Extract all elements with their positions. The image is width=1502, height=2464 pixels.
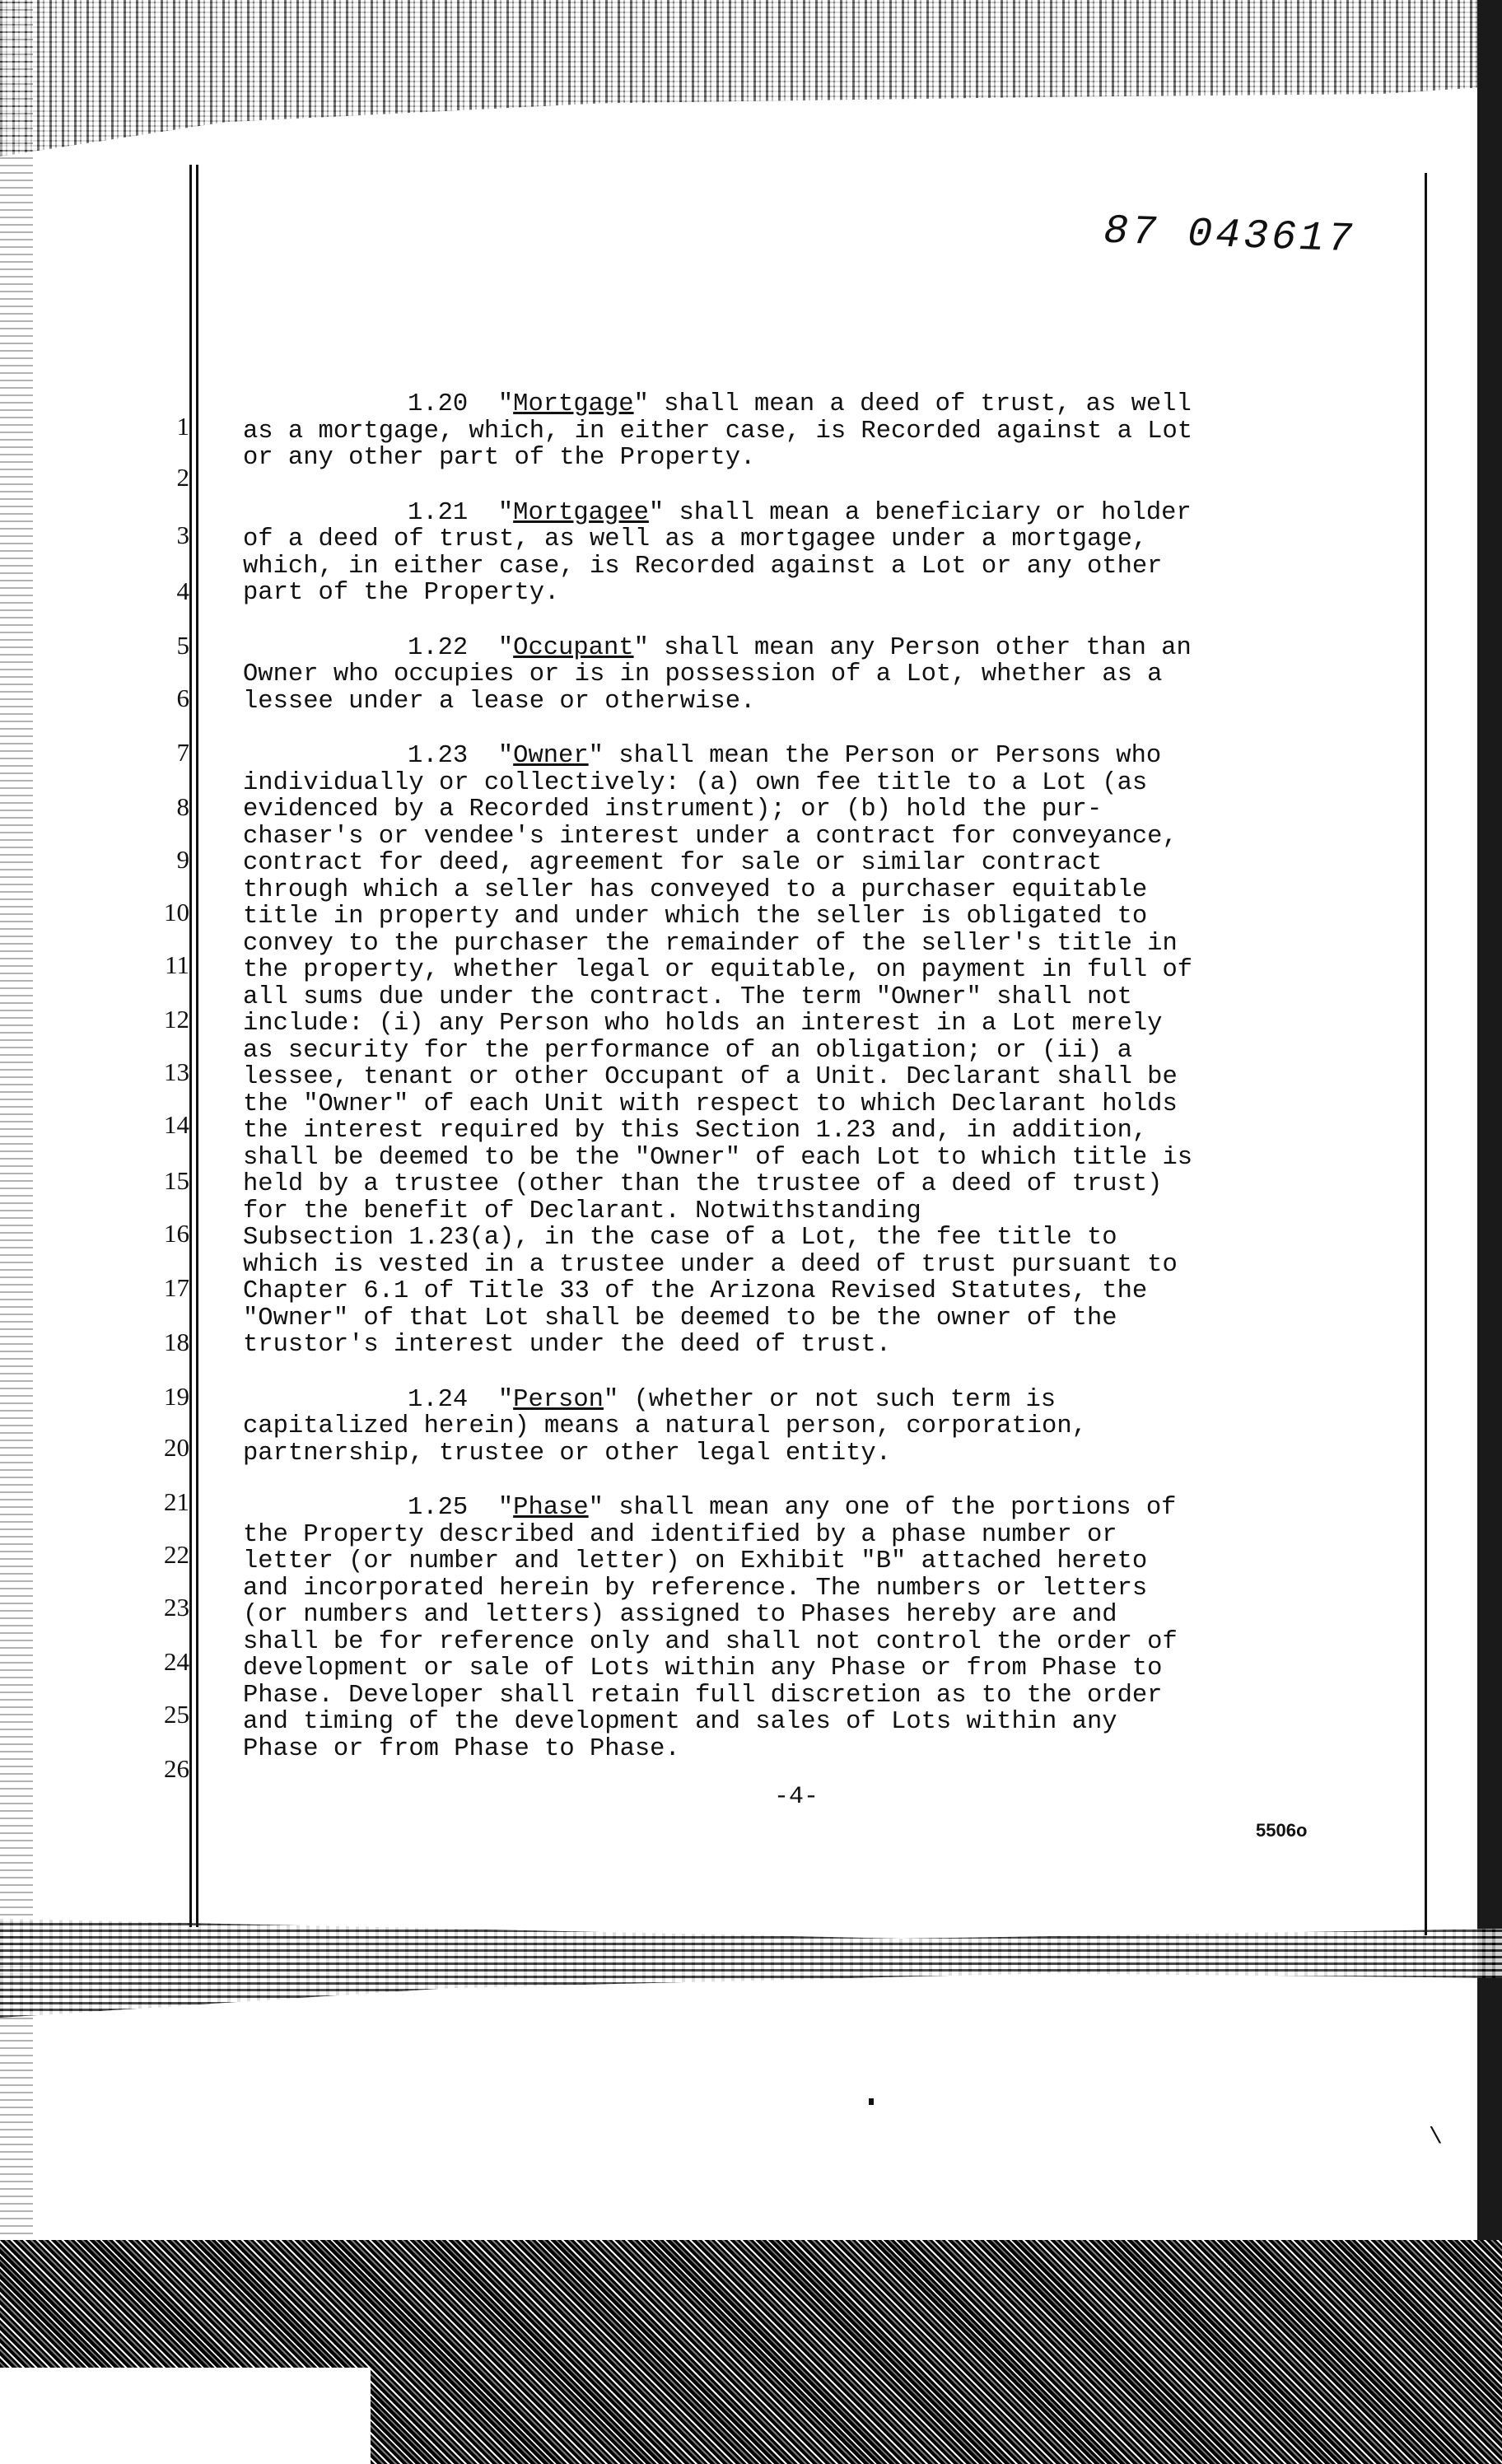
line-number: 21 [164,1487,189,1516]
margin-rule-left-inner [196,165,198,1927]
line-number: 25 [164,1700,189,1729]
section-1-24: 1.24 "Person" (whether or not such term is capitalized herein) means a natural person, corporation, partnership, trustee or other legal entity. [243,1385,1087,1468]
scan-noise-right [1477,0,1502,2464]
bottom-code: 5506o [1256,1820,1308,1841]
section-number: 1.25 [408,1494,469,1522]
scan-noise-top [0,0,1502,156]
section-text: " (whether or not such term is capitalized herein) means a natural person, corporation, partnership, trustee or other legal entity. [243,1385,1087,1468]
section-text: " shall mean the Person or Persons who individually or collectively: (a) own fee title to a Lot (as evidenced by a Recorded instrument); or (b) hold the pur- chaser's or vendee's interest under a contract for conveyance, contract for deed, agreement for sale or similar contract through which a seller has conveyed to a purchaser equitable title in property and under which the seller is obligated to convey to the purchaser the remainder of the seller's title in the property, whether legal or equitable, on payment in full of all sums due under the contract. The term "Owner" shall not include: (i) any Person who holds an interest in a Lot merely as security for the performance of an obligation; or (ii) a lessee, tenant or other Occupant of a Unit. Declarant shall be the "Owner" of each Unit with respect to which Declarant holds the interest required by this Section 1.23 and, in addition, shall be deemed to be the "Owner" of each Lot to which title is held by a trustee (other than the trustee of a deed of trust) for the benefit of Declarant. Notwithstanding Subsection 1.23(a), in the case of a Lot, the fee title to which is vested in a trustee under a deed of trust pursuant to Chapter 6.1 of Title 33 of the Arizona Revised Statutes, the "Owner" of that Lot shall be deemed to be the owner of the trustor's interest under the deed of trust. [243,742,1193,1359]
line-number: 6 [176,684,189,712]
defined-term: Person [513,1385,604,1414]
line-number: 24 [164,1647,189,1676]
section-number: 1.21 [408,498,469,527]
line-number: 17 [164,1273,189,1302]
line-number: 13 [164,1057,189,1086]
section-number: 1.20 [408,390,469,418]
line-number: 4 [176,576,189,605]
line-number: 23 [164,1593,189,1622]
scan-speck [869,2098,874,2105]
line-number: 19 [164,1382,189,1411]
line-number: 10 [164,898,189,926]
section-number: 1.23 [408,742,469,770]
line-number: 18 [164,1328,189,1356]
defined-term: Mortgagee [513,498,649,527]
section-number: 1.24 [408,1385,469,1414]
section-text: " shall mean a beneficiary or holder of a deed of trust, as well as a mortgagee under a mortgage, which, in either case, is Recorded against a Lot or any other part of the Property. [243,498,1192,607]
scan-noise-middle [0,1919,1502,2018]
line-number: 7 [176,738,189,767]
scan-white-patch [0,2368,371,2464]
line-number: 12 [164,1005,189,1034]
line-number: 26 [164,1754,189,1783]
section-text: " shall mean any Person other than an Owner who occupies or is in possession of a Lot, whether as a lessee under a lease or otherwise. [243,633,1192,716]
line-number: 9 [176,845,189,874]
defined-term: Occupant [513,633,634,662]
defined-term: Mortgage [513,390,634,418]
section-1-21: 1.21 "Mortgagee" shall mean a beneficiary or holder of a deed of trust, as well as a mortgagee under a mortgage, which, in either case, is Recorded against a Lot or any other part of the Property. [243,498,1192,607]
section-1-20: 1.20 "Mortgage" shall mean a deed of trust, as well as a mortgage, which, in either case, is Recorded against a Lot or any other part of the Property. [243,390,1193,472]
scan-noise-left [0,0,33,2464]
margin-rule-right [1425,173,1427,1935]
line-number: 15 [164,1166,189,1195]
section-number: 1.22 [408,633,469,662]
section-1-23: 1.23 "Owner" shall mean the Person or Persons who individually or collectively: (a) own fee title to a Lot (as evidenced by a Recorded instrument); or (b) hold the pur- chaser's or vendee's interest under a contract for conveyance, contract for deed, agreement for sale or similar contract through which a seller has conveyed to a purchaser equitable title in property and under which the seller is obligated to convey to the purchaser the remainder of the seller's title in the property, whether legal or equitable, on payment in full of all sums due under the contract. The term "Owner" shall not include: (i) any Person who holds an interest in a Lot merely as security for the performance of an obligation; or (ii) a lessee, tenant or other Occupant of a Unit. Declarant shall be the "Owner" of each Unit with respect to which Declarant holds the interest required by this Section 1.23 and, in addition, shall be deemed to be the "Owner" of each Lot to which title is held by a trustee (other than the trustee of a deed of trust) for the benefit of Declarant. Notwithstanding Subsection 1.23(a), in the case of a Lot, the fee title to which is vested in a trustee under a deed of trust pursuant to Chapter 6.1 of Title 33 of the Arizona Revised Statutes, the "Owner" of that Lot shall be deemed to be the owner of the trustor's interest under the deed of trust. [243,742,1193,1359]
line-number: 1 [176,412,189,441]
margin-rule-left [189,165,192,1927]
line-number: 14 [164,1110,189,1139]
line-number: 3 [176,520,189,549]
defined-term: Owner [513,742,589,770]
section-text: " shall mean any one of the portions of the Property described and identified by a phase number or letter (or number and letter) on Exhibit "B" attached hereto and incorporated herein by reference. The numbers or letters (or numbers and letters) assigned to Phases hereby are and shall be for reference only and shall not control the order of development or sale of Lots within any Phase or from Phase to Phase. Developer shall retain full discretion as to the order and timing of the development and sales of Lots within any Phase or from Phase to Phase. [243,1494,1178,1763]
document-body [243,391,1396,1790]
defined-term: Phase [513,1494,589,1522]
line-number: 8 [176,792,189,821]
line-number: 11 [165,950,189,979]
scan-mark: \ [1429,2125,1443,2150]
line-number: 16 [164,1219,189,1248]
section-1-25: 1.25 "Phase" shall mean any one of the portions of the Property described and identified by a phase number or letter (or number and letter) on Exhibit "B" attached hereto and incorporated herein by reference. The numbers or letters (or numbers and letters) assigned to Phases hereby are and shall be for reference only and shall not control the order of development or sale of Lots within any Phase or from Phase to Phase. Developer shall retain full discretion as to the order and timing of the development and sales of Lots within any Phase or from Phase to Phase. [243,1494,1178,1763]
line-number: 20 [164,1433,189,1462]
line-number: 22 [164,1540,189,1569]
page-number: -4- [774,1783,819,1811]
document-number: 87 043617 [1103,208,1356,264]
section-1-22: 1.22 "Occupant" shall mean any Person other than an Owner who occupies or is in possession of a Lot, whether as a lessee under a lease or otherwise. [243,633,1192,716]
section-text: " shall mean a deed of trust, as well as a mortgage, which, in either case, is Recorded against a Lot or any other part of the Property. [243,390,1193,472]
line-number: 2 [176,463,189,492]
line-number: 5 [176,631,189,660]
